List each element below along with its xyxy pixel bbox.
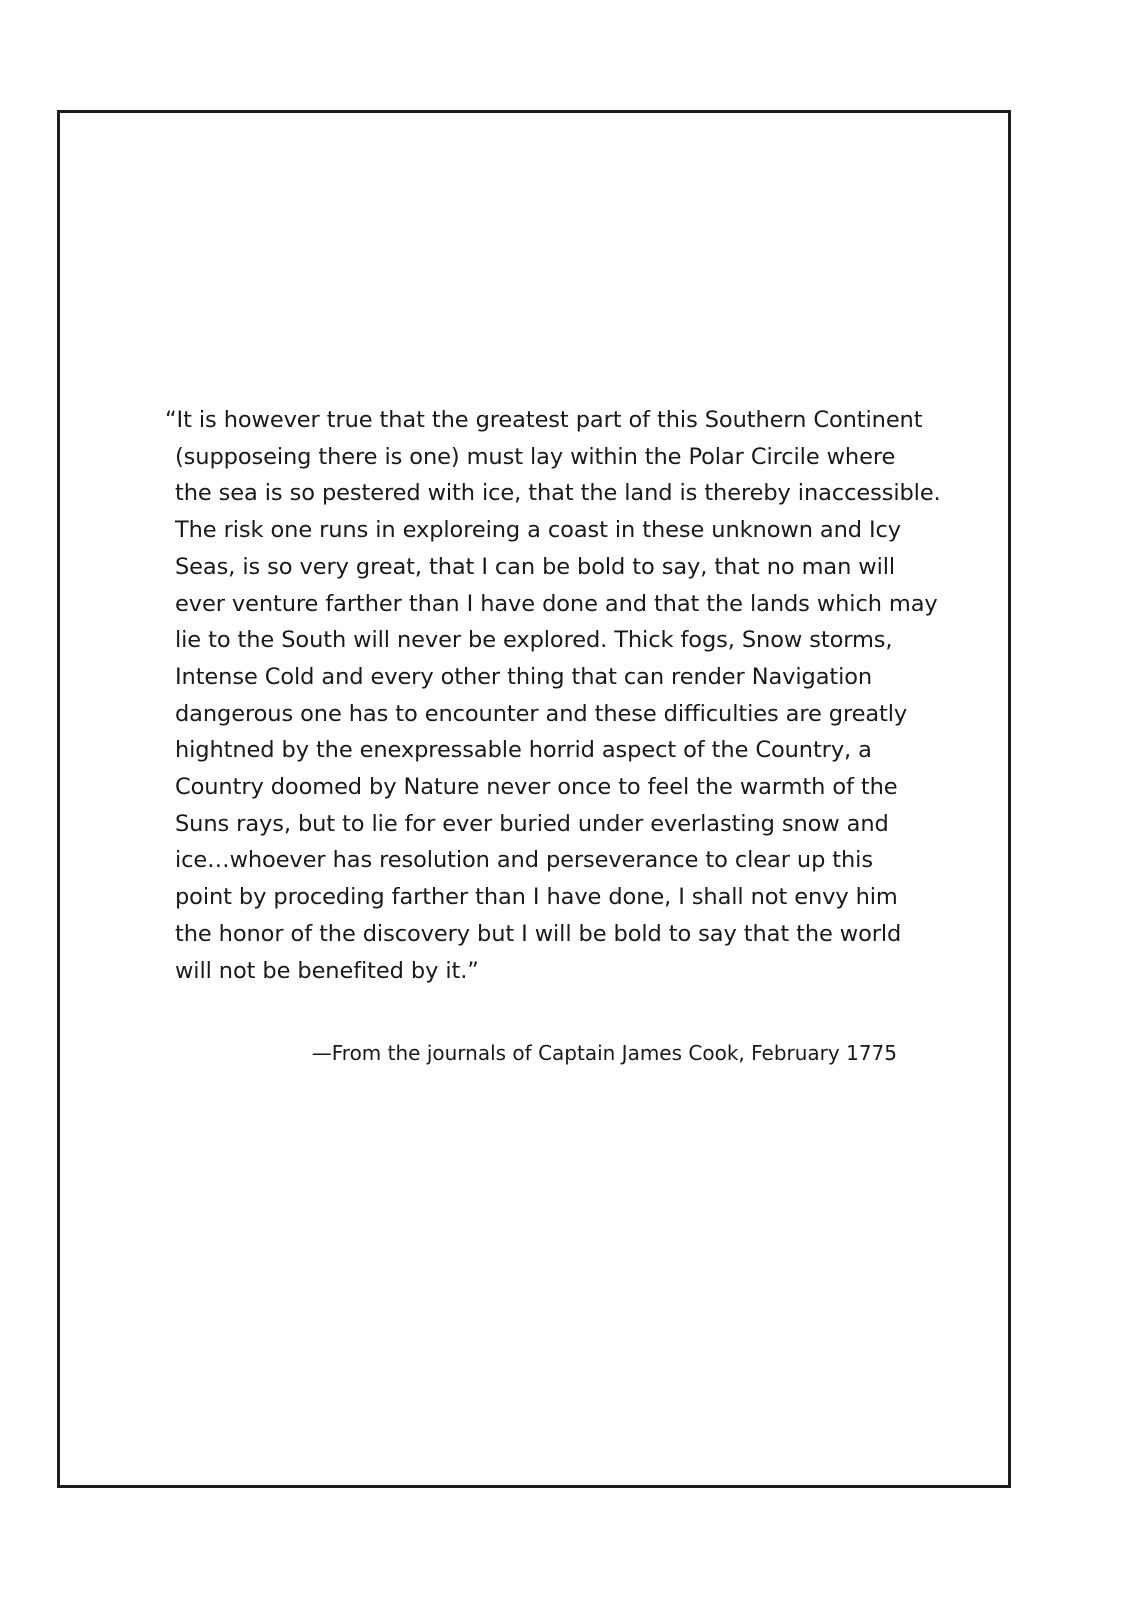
quote-line: will not be benefited by it.” [175,957,479,984]
epigraph-quote [160,402,941,989]
quote-line: lie to the South will never be explored. Thick fogs, Snow storms, [175,627,893,654]
quote-line: Suns rays, but to lie for ever buried under everlasting snow and [175,810,889,837]
quote-line: ice…whoever has resolution and perseverance to clear up this [175,847,873,874]
quote-line: (supposeing there is one) must lay within the Polar Circile where [175,443,896,470]
quote-line: Seas, is so very great, that I can be bold to say, that no man will [175,553,896,580]
quote-line: Intense Cold and every other thing that can render Navigation [175,663,873,690]
quote-line: hightned by the enexpressable horrid aspect of the Country, a [175,737,872,764]
quote-line: point by proceding farther than I have done, I shall not envy him [175,884,898,911]
quote-line: the honor of the discovery but I will be bold to say that the world [175,920,902,947]
quote-line: ever venture farther than I have done and that the lands which may [175,590,938,617]
quote-attribution: —From the journals of Captain James Cook, February 1775 [311,1041,897,1065]
quote-line: dangerous one has to encounter and these difficulties are greatly [175,700,908,727]
quote-line: The risk one runs in exploreing a coast in these unknown and Icy [175,517,902,544]
quote-line: the sea is so pestered with ice, that the land is thereby inaccessible. [175,480,941,507]
quote-line: “It is however true that the greatest part of this Southern Continent [165,407,923,433]
quote-line: Country doomed by Nature never once to feel the warmth of the [175,774,898,801]
